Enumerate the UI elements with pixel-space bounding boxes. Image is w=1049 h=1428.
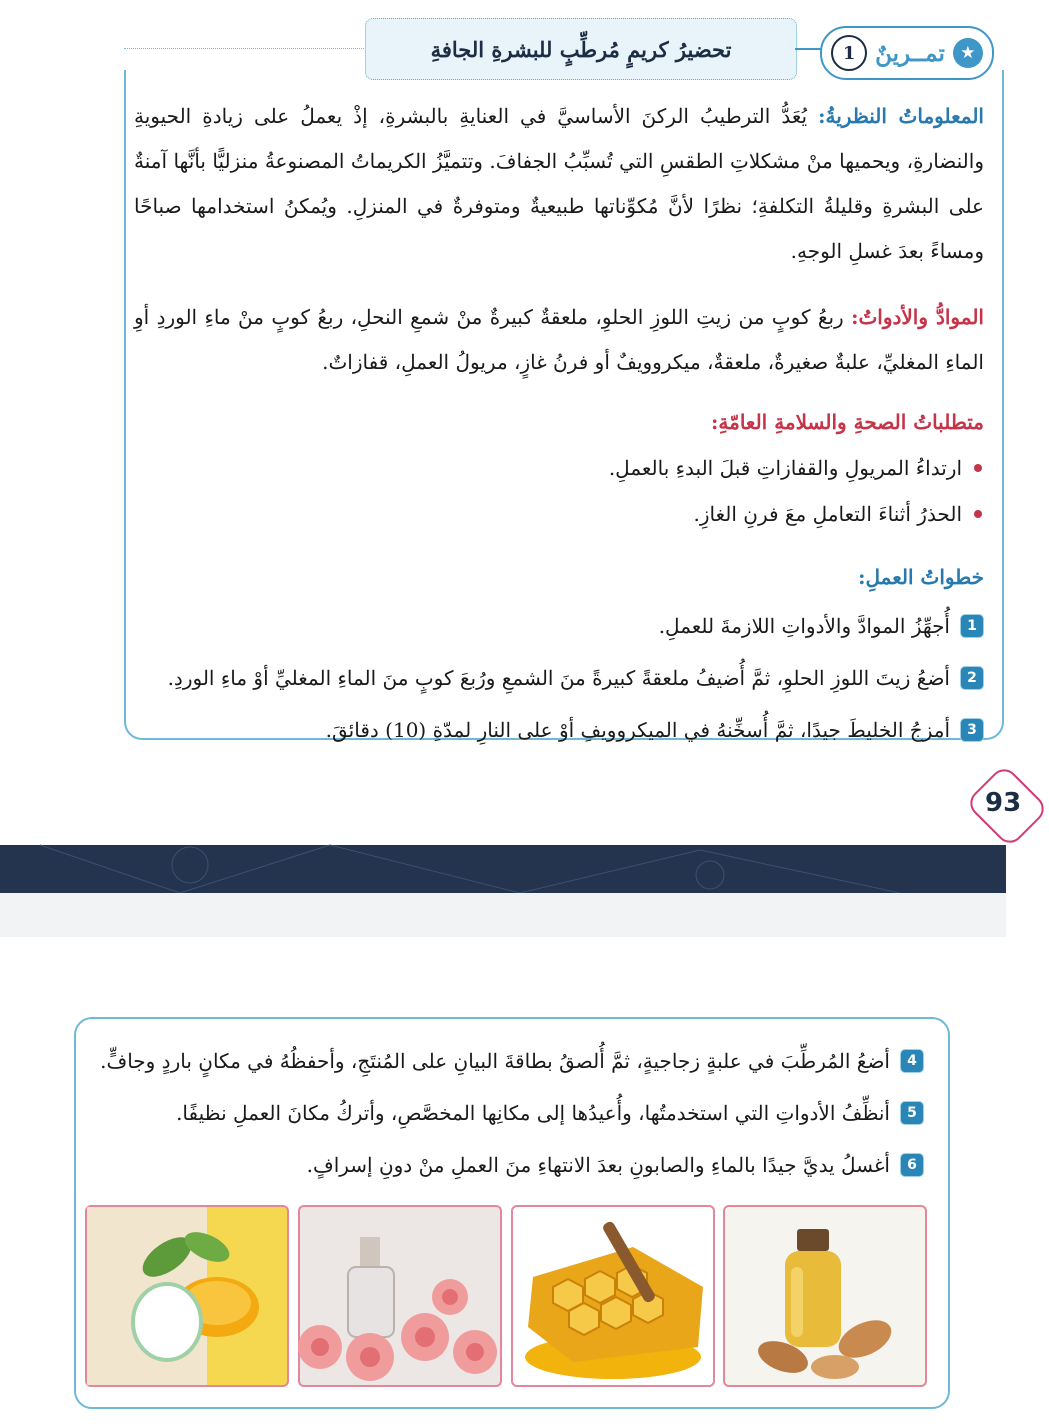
footer-band <box>0 845 1006 893</box>
step-item <box>94 1087 924 1139</box>
exercise-number: 1 <box>831 35 867 71</box>
page-number: 93 <box>985 788 1022 818</box>
almond-oil-photo <box>723 1205 927 1387</box>
steps-list <box>134 600 984 756</box>
materials-text: ربعُ كوبٍ من زيتِ اللوزِ الحلوِ، ملعقةٌ كبيرةٌ منْ شمعِ النحلِ، ربعُ كوبٍ منْ ماءِ الوردِ أوِ الماءِ المغليِّ، علبةٌ صغيرةٌ، ملعقةٌ، ميكروويفٌ أو فرنُ غازٍ، مريولُ العملِ، قفازاتٌ. <box>134 305 984 374</box>
header-dotted-line <box>124 48 374 49</box>
materials-heading: الموادُّ والأدواتُ: <box>851 305 984 329</box>
step-item <box>134 600 984 652</box>
step-text: أغسلُ يديَّ جيدًا بالماءِ والصابونِ بعدَ الانتهاءِ منَ العملِ منْ دونِ إسرافٍ. <box>306 1152 890 1177</box>
step-number-badge: 4 <box>900 1049 924 1073</box>
exercise-title: تحضيرُ كريمٍ مُرطِّبٍ للبشرةِ الجافةِ <box>430 36 732 62</box>
honeycomb-photo <box>511 1205 715 1387</box>
list-item: ارتداءُ المريولِ والقفازاتِ قبلَ البدءِ بالعملِ. <box>134 445 984 491</box>
safety-heading: متطلباتُ الصحةِ والسلامةِ العامّةِ: <box>711 410 984 434</box>
lightbulb-icon: ★ <box>953 38 983 68</box>
steps-section <box>134 555 984 756</box>
step-number-badge: 3 <box>960 718 984 742</box>
step-number-badge: 2 <box>960 666 984 690</box>
title-connector <box>795 48 822 50</box>
steps-list <box>94 1035 924 1191</box>
list-item: الحذرُ أثناءَ التعاملِ معَ فرنِ الغازِ. <box>134 491 984 537</box>
theory-heading: المعلوماتُ النظريةُ: <box>818 104 984 128</box>
footer-shadow <box>0 893 1006 937</box>
step-text: أُجهِّزُ الموادَّ والأدواتِ اللازمةَ للعملِ. <box>658 613 950 638</box>
step-text: أضعُ المُرطِّبَ في علبةٍ زجاجيةٍ، ثمَّ أُلصقُ بطاقةَ البيانِ على المُنتَجِ، وأحفظُهُ في مكانٍ باردٍ وجافٍّ. <box>100 1048 890 1073</box>
exercise-tag <box>820 26 994 80</box>
theory-text: يُعَدُّ الترطيبُ الركنَ الأساسيَّ في العنايةِ بالبشرةِ، إذْ يعملُ على زيادةِ الحيويةِ والنضارةِ، ويحميها منْ مشكلاتِ الطقسِ التي تُسبِّبُ الجفافَ. وتتميَّزُ الكريماتُ المصنوعةُ منزليًّا بأنَّها آمنةٌ على البشرةِ وقليلةُ التكلفةِ؛ نظرًا لأنَّ مُكوِّناتها طبيعيةٌ ومتوفرةٌ في المنزلِ. ويُمكنُ استخدامها صباحًا ومساءً بعدَ غسلِ الوجهِ. <box>134 104 984 263</box>
rose-water-photo <box>298 1205 502 1387</box>
step-text: أنظِّفُ الأدواتِ التي استخدمتُها، وأُعيدُها إلى مكانِها المخصَّصِ، وأتركُ مكانَ العملِ نظيفًا. <box>176 1100 890 1125</box>
step-number-badge: 1 <box>960 614 984 638</box>
steps-heading: خطواتُ العملِ: <box>858 565 984 589</box>
step-text: أمزجُ الخليطَ جيدًا، ثمَّ أُسخِّنهُ في الميكروويفِ أوْ على النارِ لمدّةِ (10) دقائقَ. <box>325 717 950 742</box>
exercise-title-box <box>365 18 797 80</box>
theory-section <box>134 94 984 274</box>
step-item <box>134 704 984 756</box>
cream-jar-photo <box>85 1205 289 1387</box>
steps-continued <box>94 1035 924 1191</box>
step-item <box>94 1035 924 1087</box>
step-item <box>94 1139 924 1191</box>
step-number-badge: 5 <box>900 1101 924 1125</box>
step-item <box>134 652 984 704</box>
materials-section <box>134 295 984 385</box>
step-number-badge: 6 <box>900 1153 924 1177</box>
exercise-label: تمــرينٌ <box>875 39 945 67</box>
safety-section <box>134 400 984 537</box>
safety-list <box>134 445 984 537</box>
step-text: أضعُ زيتَ اللوزِ الحلوِ، ثمَّ أُضيفُ ملعقةً كبيرةً منَ الشمعِ ورُبعَ كوبٍ منَ الماءِ المغليِّ أوْ ماءِ الوردِ. <box>167 665 950 690</box>
network-pattern-icon <box>0 845 1006 893</box>
